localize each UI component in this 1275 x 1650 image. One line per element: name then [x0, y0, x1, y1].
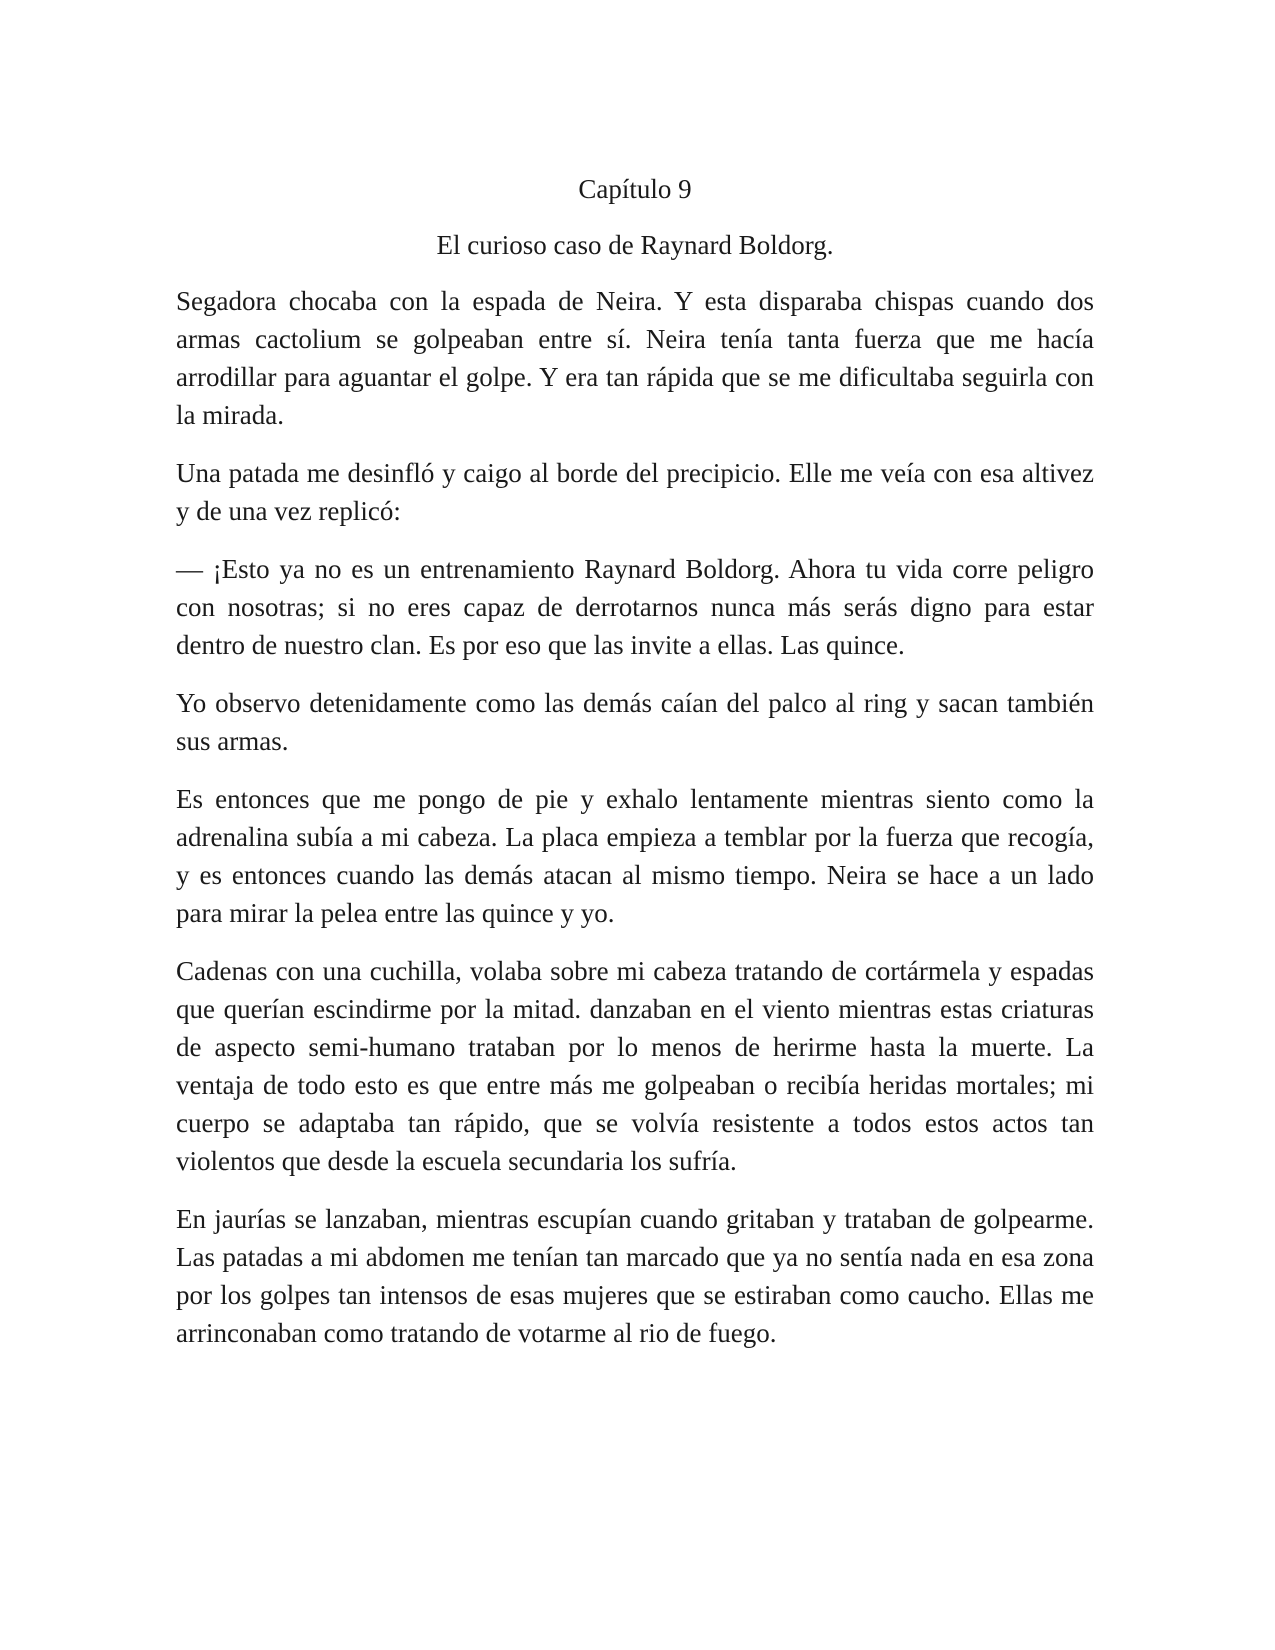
chapter-title: El curioso caso de Raynard Boldorg. — [436, 230, 834, 260]
paragraph: Es entonces que me pongo de pie y exhalo lentamente mientras siento como la adrenalina subía a mi cabeza. La placa empieza a temblar por la fuerza que recogía, y es entonces cuando las demás atacan al mismo tiempo. Neira se hace a un lado para mirar la pelea entre las quince y yo. — [176, 784, 1094, 928]
paragraph: Segadora chocaba con la espada de Neira. Y esta disparaba chispas cuando dos armas cactolium se golpeaban entre sí. Neira tenía tanta fuerza que me hacía arrodillar para aguantar el golpe. Y era tan rápida que se me dificultaba seguirla con la mirada. — [176, 286, 1094, 430]
chapter-number: Capítulo 9 — [578, 174, 692, 204]
paragraph: Cadenas con una cuchilla, volaba sobre mi cabeza tratando de cortármela y espadas que querían escindirme por la mitad. danzaban en el viento mientras estas criaturas de aspecto semi-humano trataban por lo menos de herirme hasta la muerte. La ventaja de todo esto es que entre más me golpeaban o recibía heridas mortales; mi cuerpo se adaptaba tan rápido, que se volvía resistente a todos estos actos tan violentos que desde la escuela secundaria los sufría. — [176, 956, 1094, 1176]
paragraph: Yo observo detenidamente como las demás caían del palco al ring y sacan también sus armas. — [176, 688, 1094, 756]
paragraph: — ¡Esto ya no es un entrenamiento Raynard Boldorg. Ahora tu vida corre peligro con nosotras; si no eres capaz de derrotarnos nunca más serás digno para estar dentro de nuestro clan. Es por eso que las invite a ellas. Las quince. — [176, 554, 1094, 660]
paragraph: Una patada me desinfló y caigo al borde del precipicio. Elle me veía con esa altivez y de una vez replicó: — [176, 458, 1094, 526]
paragraph: En jaurías se lanzaban, mientras escupían cuando gritaban y trataban de golpearme. Las patadas a mi abdomen me tenían tan marcado que ya no sentía nada en esa zona por los golpes tan intensos de esas mujeres que se estiraban como caucho. Ellas me arrinconaban como tratando de votarme al rio de fuego. — [176, 1204, 1094, 1348]
document-page — [176, 170, 1094, 1372]
